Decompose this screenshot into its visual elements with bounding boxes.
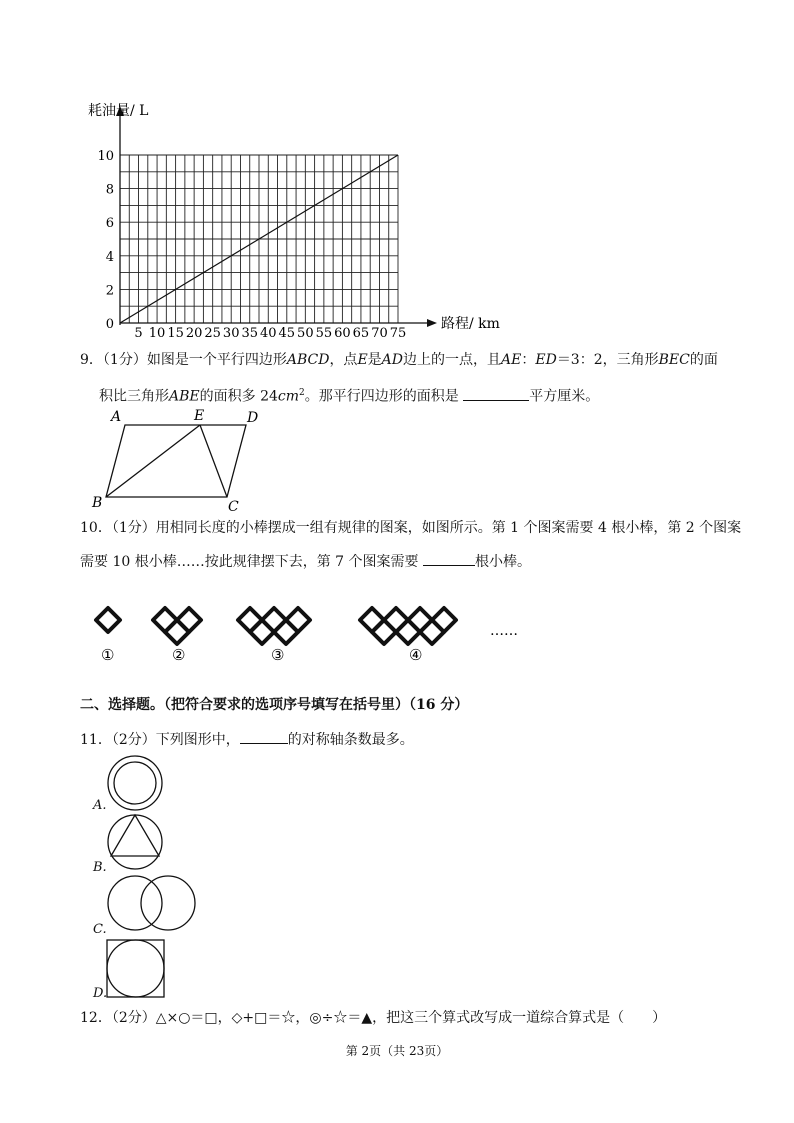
section-2-heading: 二、选择题。（把符合要求的选项序号填写在括号里）（16 分） xyxy=(80,697,469,713)
x-tick-label: 20 xyxy=(185,326,203,341)
label-c: C xyxy=(228,499,239,515)
x-tick-label: 15 xyxy=(167,326,184,341)
option-a-label[interactable]: A. xyxy=(93,798,107,813)
stick-diamond xyxy=(396,620,420,644)
x-tick-label: 50 xyxy=(297,326,314,341)
stick-diamond xyxy=(432,608,456,632)
x-axis-label: 路程/ km xyxy=(441,316,500,332)
y-axis-label: 耗油量/ L xyxy=(88,103,149,119)
pattern-label-2: ② xyxy=(172,646,186,664)
stick-diamond xyxy=(274,620,298,644)
stick-diamond xyxy=(384,608,408,632)
q9-answer-blank[interactable] xyxy=(463,386,529,401)
stick-diamond xyxy=(262,608,286,632)
x-tick-label: 10 xyxy=(148,326,166,341)
pattern-label-4: ④ xyxy=(409,646,423,664)
stick-patterns xyxy=(0,600,794,690)
option-a-outer-circle xyxy=(108,756,162,810)
y-tick-label: 2 xyxy=(105,283,114,299)
stick-diamond xyxy=(177,608,201,632)
q12-question: 12．（2分）△×○＝□，◇+□＝☆，◎÷☆＝▲，把这三个算式改写成一道综合算式是（ ） xyxy=(80,1010,667,1026)
y-tick-label: 0 xyxy=(105,317,114,332)
x-tick-label: 60 xyxy=(334,326,351,341)
parallelogram-figure xyxy=(80,400,280,515)
q10-answer-blank[interactable] xyxy=(423,551,475,566)
segment-be xyxy=(106,425,200,497)
option-d-circle xyxy=(107,940,164,997)
option-c-label[interactable]: C. xyxy=(93,922,107,937)
y-tick-label: 6 xyxy=(105,216,114,232)
x-tick-label: 75 xyxy=(389,326,407,341)
option-b-label[interactable]: B. xyxy=(93,860,107,875)
x-tick-label: 35 xyxy=(241,326,259,341)
x-tick-label: 55 xyxy=(315,326,333,341)
y-tick-label: 10 xyxy=(97,149,114,164)
q11-options-figures xyxy=(80,750,280,1005)
stick-diamond xyxy=(408,608,432,632)
label-b: B xyxy=(92,495,103,511)
label-a: A xyxy=(111,409,122,425)
label-d: D xyxy=(247,410,259,426)
pattern-ellipsis: …… xyxy=(490,623,518,639)
stick-diamond xyxy=(153,608,177,632)
segment-ec xyxy=(200,425,227,497)
pattern-label-3: ③ xyxy=(271,646,285,664)
option-a-inner-circle xyxy=(114,762,156,804)
x-tick-label: 65 xyxy=(352,326,370,341)
q9-line2: 积比三角形ABE的面积多 $24cm^2$。那平行四边形的面积是 平方厘米。 xyxy=(99,383,599,407)
fuel-chart xyxy=(0,0,794,345)
pattern-label-1: ① xyxy=(101,646,115,664)
stick-diamond xyxy=(238,608,262,632)
stick-diamond xyxy=(372,620,396,644)
x-tick-label: 70 xyxy=(371,326,388,341)
x-tick-label: 25 xyxy=(204,326,221,341)
stick-diamond xyxy=(286,608,310,632)
label-e: E xyxy=(194,408,205,424)
y-tick-label: 4 xyxy=(105,249,114,265)
x-tick-label: 45 xyxy=(278,326,296,341)
option-b-circle xyxy=(108,815,162,869)
page-footer: 第 2页（共 23页） xyxy=(345,1044,449,1058)
x-axis-arrow xyxy=(427,319,437,327)
y-tick-label: 8 xyxy=(105,182,114,198)
parallelogram xyxy=(106,425,246,497)
q11-answer-blank[interactable] xyxy=(240,729,288,744)
q11-question: 11．（2分）下列图形中， 的对称轴条数最多。 xyxy=(80,729,414,750)
option-d-label[interactable]: D. xyxy=(93,986,108,1001)
stick-diamond xyxy=(420,620,444,644)
q9-line1: 9．（1分）如图是一个平行四边形ABCD，点E是AD边上的一点，且AE：ED＝3：2，三角形BEC的面 xyxy=(80,352,718,368)
stick-diamond xyxy=(360,608,384,632)
x-tick-label: 30 xyxy=(222,326,240,341)
option-c-circle-left xyxy=(108,876,162,930)
stick-diamond xyxy=(96,608,120,632)
stick-diamond xyxy=(250,620,274,644)
option-c-circle-right xyxy=(141,876,195,930)
q10-line2: 需要 10 根小棒……按此规律摆下去，第 7 个图案需要 根小棒。 xyxy=(80,551,531,572)
x-tick-label: 40 xyxy=(259,326,277,341)
stick-diamond xyxy=(165,620,189,644)
x-tick-label: 5 xyxy=(134,326,143,341)
q10-line1: 10．（1分）用相同长度的小棒摆成一组有规律的图案，如图所示。第 1 个图案需要 4 根小棒，第 2 个图案 xyxy=(80,520,742,536)
